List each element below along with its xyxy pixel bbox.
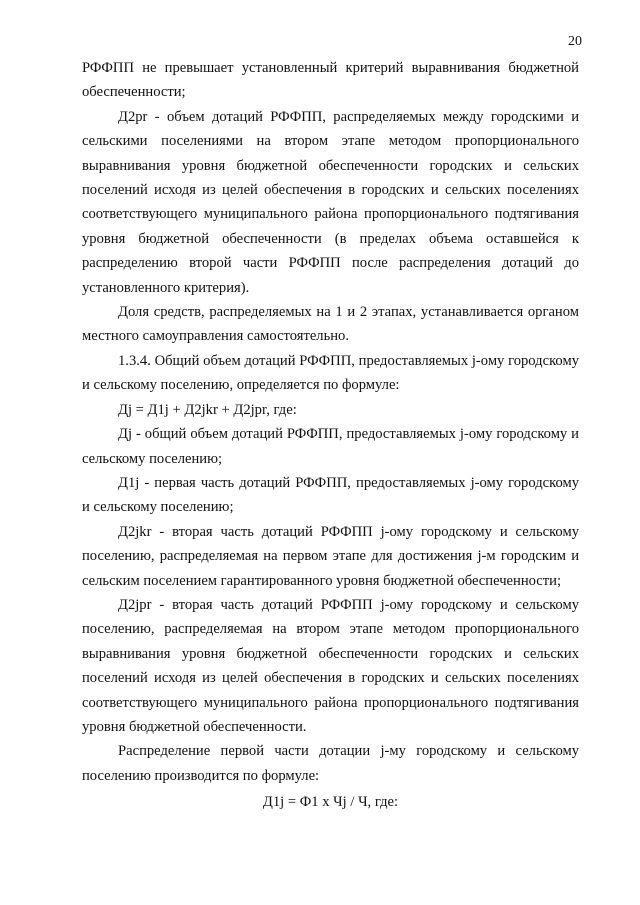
paragraph-4: 1.3.4. Общий объем дотаций РФФПП, предоставляемых j-ому городскому и сельскому поселению, определяется по формуле: (82, 352, 579, 394)
paragraph-7: Д1j - первая часть дотаций РФФПП, предоставляемых j-ому городскому и сельскому поселению; (82, 474, 579, 516)
paragraph-8: Д2jkr - вторая часть дотаций РФФПП j-ому городскому и сельскому поселению, распределяемая на первом этапе для достижения j-м городским и сельским поселением гарантированного уровня бюджетной обеспеченности; (82, 523, 579, 589)
formula-first-part: Д1j = Ф1 x Чj / Ч, где: (262, 794, 399, 811)
paragraph-1: РФФПП не превышает установленный критерий выравнивания бюджетной обеспеченности; (82, 60, 579, 101)
paragraph-10: Распределение первой части дотации j-му городскому и сельскому поселению производится по формуле: (82, 743, 579, 784)
body-text (82, 56, 579, 815)
paragraph-3: Доля средств, распределяемых на 1 и 2 этапах, устанавливается органом местного самоуправления самостоятельно. (82, 304, 579, 345)
paragraph-9: Д2jpr - вторая часть дотаций РФФПП j-ому городскому и сельскому поселению, распределяемая на втором этапе методом пропорционального выравнивания уровня бюджетной обеспеченности городских и сельских поселений исходя из целей обеспечения в городских и сельских поселениях соответствующего муниципального района пропорционального подтягивания уровня бюджетной обеспеченности. (82, 596, 579, 735)
paragraph-2: Д2pr - объем дотаций РФФПП, распределяемых между городскими и сельскими поселениями на втором этапе методом пропорционального выравнивания уровня бюджетной обеспеченности городских и сельских поселений исходя из целей обеспечения в городских и сельских поселениях соответствующего муниципального района пропорционального подтягивания уровня бюджетной обеспеченности (в пределах объема оставшейся к распределению второй части РФФПП после распределения дотаций до установленного критерия). (82, 108, 579, 296)
formula-total: Дj = Д1j + Д2jkr + Д2jpr, где: (118, 401, 297, 418)
page-number: 20 (568, 34, 582, 49)
paragraph-6: Дj - общий объем дотаций РФФПП, предоставляемых j-ому городскому и сельскому поселению; (82, 426, 579, 467)
